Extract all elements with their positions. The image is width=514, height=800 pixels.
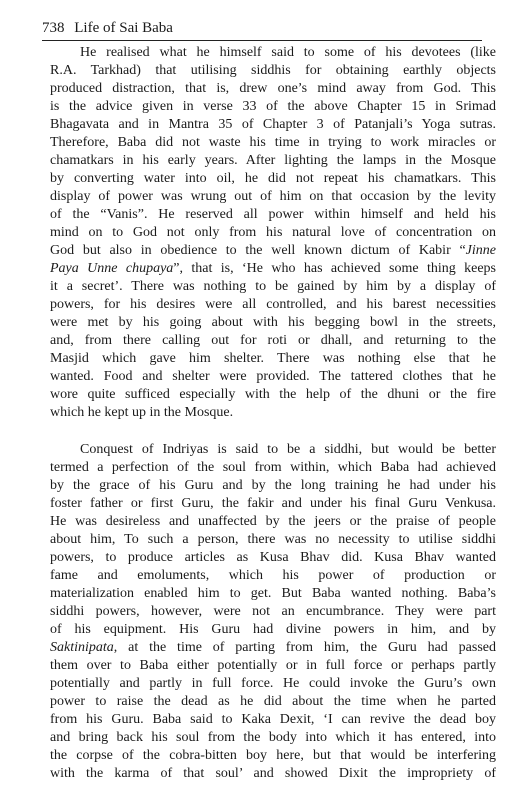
- text-line: [50, 260, 496, 278]
- text-line: mind on to God not only from his natural love of concentration on: [50, 225, 496, 240]
- paragraph-gap: [50, 422, 496, 441]
- running-title: Life of Sai Baba: [74, 20, 173, 36]
- text-line: and, from there calling out for roti or dhall, and returning to the: [50, 333, 496, 348]
- text-line: from his Guru. Baba said to Kaka Dexit, ‘I can revive the dead boy: [50, 712, 496, 727]
- text-line: the corpse of the cobra-bitten boy here, but that would be interfering: [50, 748, 496, 763]
- text-line: wore quite sufficed especially with the help of the dhuni or the fire: [50, 387, 496, 402]
- text-line: materialization enabled him to get. But Baba wanted nothing. Baba’s: [50, 586, 496, 601]
- running-header: [42, 18, 488, 40]
- text-line: R.A. Tarkhad) that utilising siddhis for obtaining earthly objects: [50, 63, 496, 78]
- text-line: power to raise the dead as he did about the time when he parted: [50, 694, 496, 709]
- text-line: powers, for his desires were all controlled, and his barest necessities: [50, 297, 496, 312]
- text-line: it a secret’. There was nothing to be gained by him by a display of: [50, 279, 496, 294]
- text-line: with the karma of that soul’ and showed Dixit the impropriety of: [50, 766, 496, 781]
- text-line: them over to Baba either potentially or in full force or perhaps partly: [50, 658, 496, 673]
- text-line: is the advice given in verse 33 of the above Chapter 15 in Srimad: [50, 99, 496, 114]
- text-line: of his equipment. His Guru had divine powers in him, and by: [50, 622, 496, 637]
- italic-text: Saktinipata: [50, 640, 114, 655]
- text-line: fame and emoluments, which his power of production or: [50, 568, 496, 583]
- text-line: termed a perfection of the soul from within, which Baba had achieved: [50, 460, 496, 475]
- text-line: wanted. Food and shelter were provided. The tattered clothes that he: [50, 369, 496, 384]
- text-line: potentially and partly in full force. He could invoke the Guru’s own: [50, 676, 496, 691]
- text-line: [50, 639, 496, 657]
- text-line: produced distraction, that is, drew one’s mind away from God. This: [50, 81, 496, 96]
- text-line: powers, to produce articles as Kusa Bhav did. Kusa Bhav wanted: [50, 550, 496, 565]
- italic-text: Paya Unne chupaya: [50, 261, 174, 276]
- text-line: Conquest of Indriyas is said to be a siddhi, but would be better: [80, 442, 496, 457]
- text-line: which he kept up in the Mosque.: [50, 405, 234, 420]
- text-line: He was desireless and unaffected by the jeers or the praise of people: [50, 514, 496, 529]
- page-body: [50, 44, 496, 783]
- header-rule: [42, 40, 482, 41]
- text-line: display of power was wrung out of him on that occasion by the levity: [50, 189, 496, 204]
- text-line: of the “Vanis”. He reserved all power within himself and held his: [50, 207, 496, 222]
- text-line: Masjid which gave him shelter. There was nothing else that he: [50, 351, 496, 366]
- text-line: Bhagavata and in Mantra 35 of Chapter 3 of Patanjali’s Yoga sutras.: [50, 117, 496, 132]
- text-line: about him, To such a person, there was no necessity to utilise siddhi: [50, 532, 496, 547]
- paragraph-1: [50, 44, 496, 422]
- text-line: [50, 242, 496, 260]
- paragraph-2: [50, 441, 496, 783]
- text-segment: ”, that is, ‘He who has achieved some thing keeps: [173, 261, 496, 276]
- text-line: He realised what he himself said to some of his devotees (like: [80, 45, 496, 60]
- page-number: 738: [42, 20, 65, 36]
- text-line: were met by his going about with his begging bowl in the streets,: [50, 315, 496, 330]
- text-segment: God but also in obedience to the well known dictum of Kabir “: [50, 243, 466, 258]
- text-line: by the grace of his Guru and by the long training he had under his: [50, 478, 496, 493]
- text-line: Therefore, Baba did not waste his time in trying to work miracles or: [50, 135, 496, 150]
- text-line: and bring back his soul from the body into which it has entered, into: [50, 730, 496, 745]
- text-line: chamatkars in his early years. After lighting the lamps in the Mosque: [50, 153, 496, 168]
- italic-text: Jinne: [465, 243, 496, 258]
- text-line: foster father or first Guru, the fakir and under his final Guru Venkusa.: [50, 496, 496, 511]
- text-line: by converting water into oil, he did not repeat his chamatkars. This: [50, 171, 496, 186]
- text-line: siddhi powers, however, were not an encumbrance. They were part: [50, 604, 496, 619]
- text-segment: , at the time of parting from him, the Guru had passed: [113, 640, 496, 655]
